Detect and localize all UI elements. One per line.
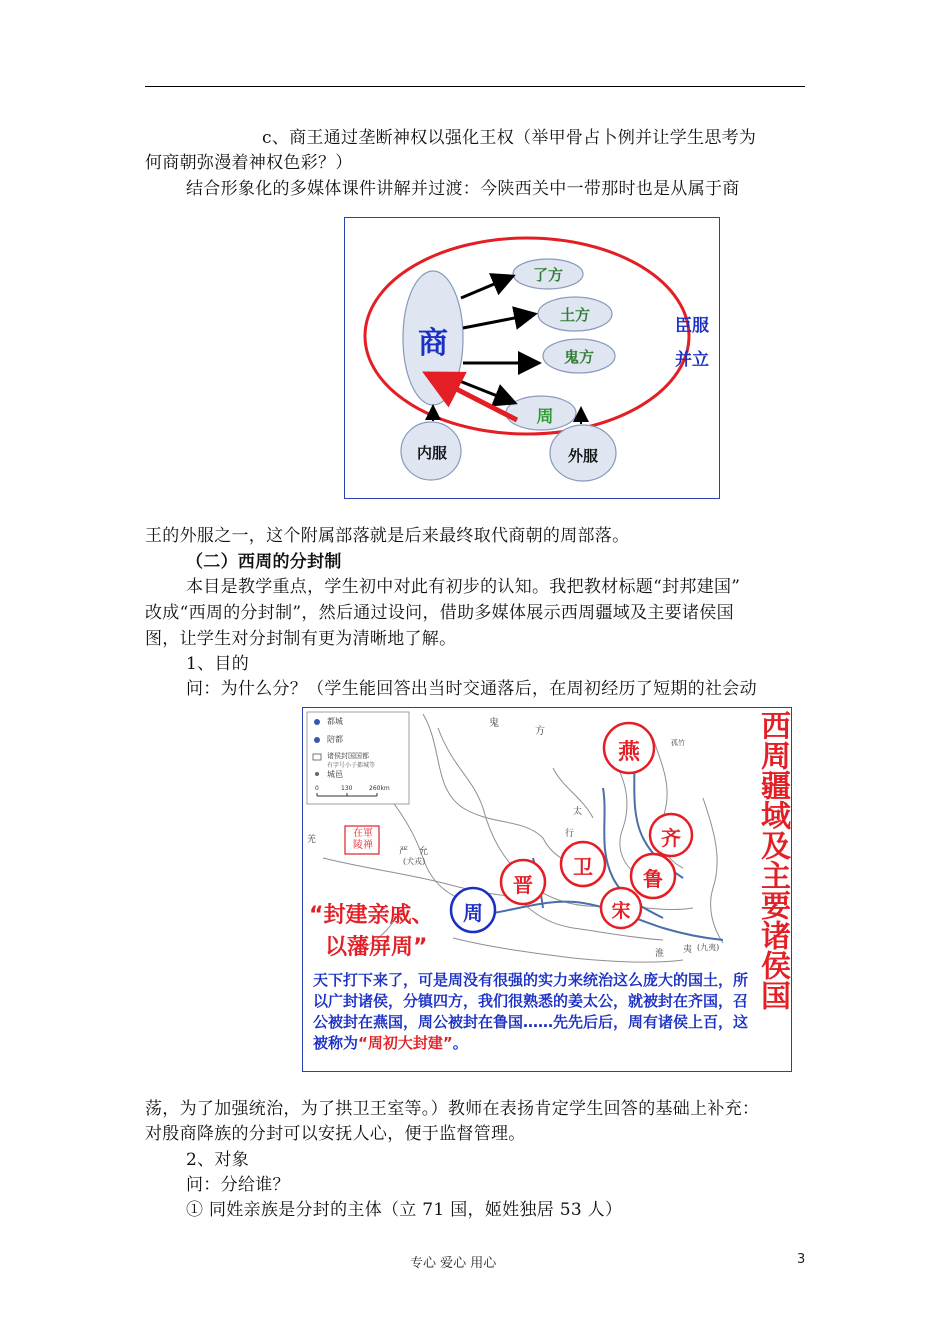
paragraph-line: 结合形象化的多媒体课件讲解并过渡：今陕西关中一带那时也是从属于商 [186, 179, 740, 199]
legend-town: 城邑 [327, 770, 343, 779]
legend-note: 有字号小子都城等 [327, 762, 376, 769]
page-number: 3 [797, 1252, 806, 1267]
paragraph-line: c、商王通过垄断神权以强化王权（举甲骨占卜例并让学生思考为 [262, 128, 757, 148]
neifu-label: 内服 [416, 444, 447, 462]
map-label-guzhu: 孤竹 [671, 739, 685, 747]
shang-vassal-diagram [344, 217, 720, 499]
state-jin: 晋 [513, 873, 533, 897]
tufang-label: 土方 [559, 306, 590, 324]
caption-line: 以广封诸侯，分镇四方，我们很熟悉的姜太公，就被封在齐国，召 [313, 992, 749, 1010]
map-label-quanrong: (犬戎) [403, 857, 426, 866]
legend-vassal-capital: 诸侯封国国都 [327, 752, 369, 760]
map-label-jiuyi: (九夷) [697, 943, 720, 952]
liaofang-label: 了方 [532, 266, 563, 284]
caption-highlight: “周初大封建” [358, 1034, 453, 1052]
slogan-line1: “封建亲戚、 [309, 903, 434, 928]
header-rule [145, 86, 805, 87]
paragraph-line: ① 同姓亲族是分封的主体（立 71 国，姬姓独居 53 人） [186, 1200, 623, 1220]
paragraph-line: 本目是教学重点，学生初中对此有初步的认知。我把教材标题“封邦建国” [186, 577, 741, 597]
map-title: 西周疆域及主要诸侯国 [755, 710, 790, 1010]
footer-motto: 专心 爱心 用心 [410, 1256, 497, 1271]
red-stamp: 在軍 陵禅 [353, 828, 373, 851]
state-qi: 齐 [661, 826, 681, 850]
caption-text: 。 [452, 1034, 468, 1052]
waifu-label: 外服 [567, 447, 598, 465]
paragraph-line: 1、目的 [186, 654, 250, 674]
scale-0: 0 [315, 785, 319, 792]
map-label-gui: 鬼 [489, 718, 499, 729]
state-zhou: 周 [463, 901, 483, 925]
map-label-qiang: 羌 [307, 835, 317, 845]
state-wei: 卫 [573, 855, 593, 879]
map-label-xian: 严 [399, 847, 409, 857]
paragraph-line: 问：分给谁？ [186, 1175, 290, 1195]
paragraph-line: 何商朝弥漫着神权色彩？） [145, 153, 353, 173]
paragraph-line: 图，让学生对分封制有更为清晰地了解。 [145, 629, 457, 649]
legend-secondary-capital: 陪都 [327, 735, 343, 744]
paragraph-line: 2、对象 [186, 1150, 250, 1170]
paragraph-line: 对殷商降族的分封可以安抚人心，便于监督管理。 [145, 1124, 526, 1144]
state-song: 宋 [611, 900, 631, 922]
state-yan: 燕 [617, 740, 640, 765]
map-label-yun: 允 [419, 847, 429, 857]
caption-line [313, 1033, 757, 1054]
scale-130: 130 [341, 785, 353, 792]
legend-capital: 都城 [327, 717, 343, 726]
zhou-label: 周 [536, 407, 554, 427]
bingli-label: 并立 [675, 350, 709, 370]
paragraph-line: 荡，为了加强统治，为了拱卫王室等。）教师在表扬肯定学生回答的基础上补充： [145, 1099, 760, 1119]
guifang-label: 鬼方 [563, 348, 594, 366]
map-label-fang: 方 [535, 726, 545, 737]
paragraph-line: 改成“西周的分封制”，然后通过设问，借助多媒体展示西周疆域及主要诸侯国 [145, 603, 734, 623]
caption-line: 天下打下来了，可是周没有很强的实力来统治这么庞大的国土，所 [313, 971, 749, 989]
western-zhou-map [302, 707, 792, 1072]
section-heading: （二）西周的分封制 [186, 552, 342, 572]
slogan-line2: 以藩屏周” [325, 935, 428, 960]
map-label-yi: 夷 [683, 945, 693, 955]
scale-260: 260km [369, 785, 390, 792]
map-label-huai: 淮 [655, 949, 665, 959]
paragraph-line: 问：为什么分？（学生能回答出当时交通落后，在周初经历了短期的社会动 [186, 679, 757, 699]
paragraph-line: 王的外服之一，这个附属部落就是后来最终取代商朝的周部落。 [145, 526, 630, 546]
map-label-xing: 行 [565, 829, 575, 839]
map-label-tai: 太 [573, 807, 583, 817]
chenfu-label: 臣服 [675, 316, 709, 336]
map-caption [313, 970, 757, 1054]
caption-text: 被称为 [313, 1034, 359, 1052]
state-lu: 鲁 [643, 867, 663, 891]
caption-line: 公被封在燕国，周公被封在鲁国……先先后后，周有诸侯上百，这 [313, 1013, 749, 1031]
shang-label: 商 [418, 326, 448, 361]
